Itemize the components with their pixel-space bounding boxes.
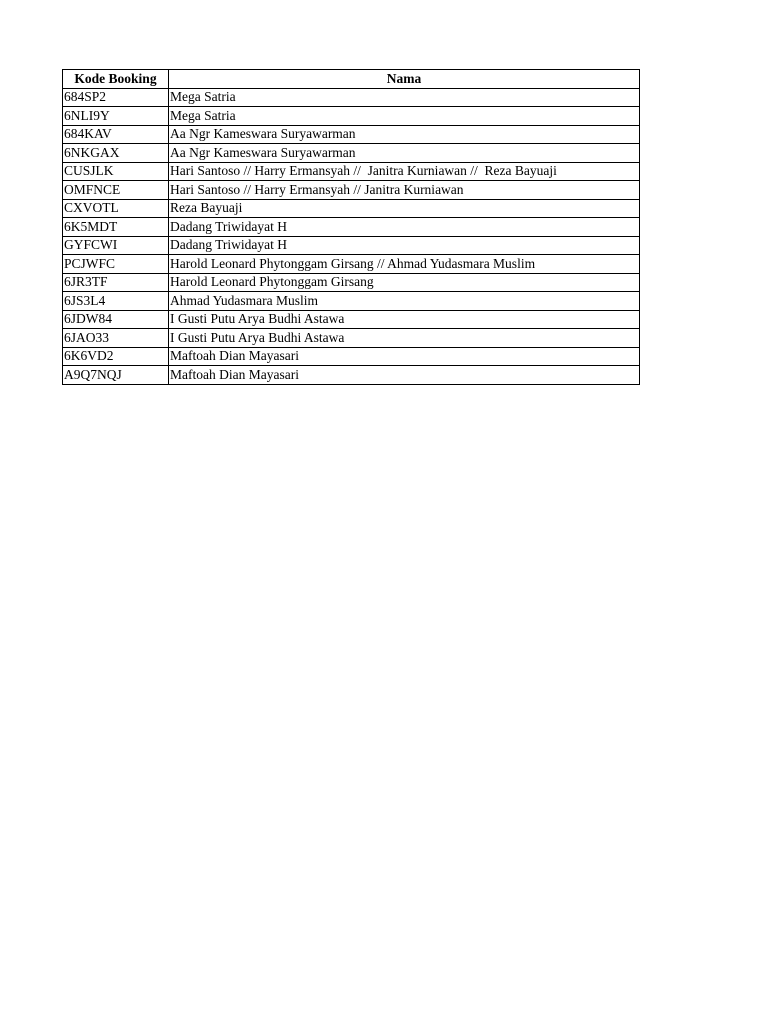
name-cell: Hari Santoso // Harry Ermansyah // Janitra Kurniawan // Reza Bayuaji bbox=[169, 162, 640, 181]
booking-code-cell: 6NKGAX bbox=[63, 144, 169, 163]
booking-sheet bbox=[62, 69, 639, 385]
booking-code-cell: 684SP2 bbox=[63, 88, 169, 107]
table-row bbox=[63, 88, 640, 107]
name-cell: Hari Santoso // Harry Ermansyah // Janitra Kurniawan bbox=[169, 181, 640, 200]
booking-code-cell: OMFNCE bbox=[63, 181, 169, 200]
name-cell: Aa Ngr Kameswara Suryawarman bbox=[169, 125, 640, 144]
table-row bbox=[63, 310, 640, 329]
table-row bbox=[63, 218, 640, 237]
booking-code-cell: 6K5MDT bbox=[63, 218, 169, 237]
table-row bbox=[63, 144, 640, 163]
booking-code-cell: 6JDW84 bbox=[63, 310, 169, 329]
booking-code-cell: CUSJLK bbox=[63, 162, 169, 181]
booking-code-cell: 6JAO33 bbox=[63, 329, 169, 348]
table-row bbox=[63, 347, 640, 366]
table-row bbox=[63, 329, 640, 348]
table-row bbox=[63, 236, 640, 255]
table-row bbox=[63, 366, 640, 385]
name-cell: Maftoah Dian Mayasari bbox=[169, 347, 640, 366]
booking-code-cell: CXVOTL bbox=[63, 199, 169, 218]
table-row bbox=[63, 162, 640, 181]
booking-code-cell: 6K6VD2 bbox=[63, 347, 169, 366]
name-cell: Dadang Triwidayat H bbox=[169, 236, 640, 255]
table-row bbox=[63, 255, 640, 274]
name-cell: I Gusti Putu Arya Budhi Astawa bbox=[169, 310, 640, 329]
booking-code-cell: 6JR3TF bbox=[63, 273, 169, 292]
name-cell: I Gusti Putu Arya Budhi Astawa bbox=[169, 329, 640, 348]
booking-code-cell: GYFCWI bbox=[63, 236, 169, 255]
name-cell: Dadang Triwidayat H bbox=[169, 218, 640, 237]
name-cell: Harold Leonard Phytonggam Girsang bbox=[169, 273, 640, 292]
table-header-row bbox=[63, 70, 640, 89]
table-row bbox=[63, 107, 640, 126]
name-cell: Mega Satria bbox=[169, 88, 640, 107]
header-nama: Nama bbox=[169, 70, 640, 89]
header-kode-booking: Kode Booking bbox=[63, 70, 169, 89]
table-row bbox=[63, 292, 640, 311]
booking-table bbox=[62, 69, 640, 385]
table-row bbox=[63, 273, 640, 292]
booking-code-cell: 6NLI9Y bbox=[63, 107, 169, 126]
table-row bbox=[63, 181, 640, 200]
name-cell: Mega Satria bbox=[169, 107, 640, 126]
booking-code-cell: A9Q7NQJ bbox=[63, 366, 169, 385]
name-cell: Reza Bayuaji bbox=[169, 199, 640, 218]
booking-code-cell: 684KAV bbox=[63, 125, 169, 144]
name-cell: Ahmad Yudasmara Muslim bbox=[169, 292, 640, 311]
name-cell: Aa Ngr Kameswara Suryawarman bbox=[169, 144, 640, 163]
booking-code-cell: PCJWFC bbox=[63, 255, 169, 274]
table-row bbox=[63, 199, 640, 218]
name-cell: Maftoah Dian Mayasari bbox=[169, 366, 640, 385]
booking-code-cell: 6JS3L4 bbox=[63, 292, 169, 311]
name-cell: Harold Leonard Phytonggam Girsang // Ahmad Yudasmara Muslim bbox=[169, 255, 640, 274]
table-row bbox=[63, 125, 640, 144]
